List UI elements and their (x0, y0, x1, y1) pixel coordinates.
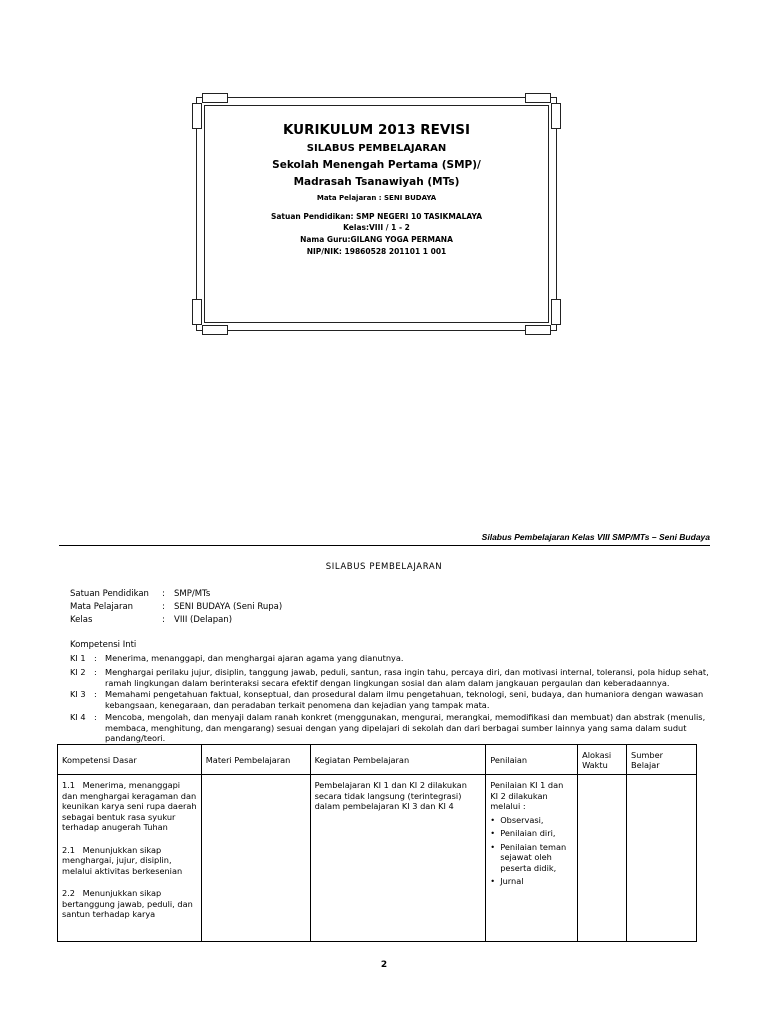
cover-mata-pelajaran: Mata Pelajaran : SENI BUDAYA (316, 194, 437, 202)
ki-text: Memahami pengetahuan faktual, konseptual, dan prosedural dalam ilmu pengetahuan, teknologi, seni, budaya, dan humaniora dengan wawasan kebangsaan, kenegaraan, dan peradaban terkait penomena dan kejadian yang tampak mata. (105, 689, 704, 710)
kompetensi-inti-heading: Kompetensi Inti (70, 640, 137, 650)
kd-text: Menunjukkan sikap bertanggung jawab, peduli, dan santun terhadap karya (62, 888, 193, 919)
identity-colon: : (162, 589, 165, 599)
col-header-sumber: Sumber Belajar (627, 745, 697, 775)
list-item: • Penilaian diri, (490, 828, 573, 839)
table-row (58, 775, 697, 942)
list-item: • Jurnal (490, 876, 573, 887)
list-item: • Penilaian teman sejawat oleh peserta didik, (490, 842, 573, 874)
ki-code: KI 1 (70, 653, 86, 663)
corner-ornament-top-left (202, 93, 228, 103)
ki-text: Mencoba, mengolah, dan menyaji dalam ranah konkret (menggunakan, mengurai, merangkai, memodifikasi dan membuat) dan abstrak (menulis, membaca, menghitung, dan mengarang) sesuai dengan yang dipelajari di sekolah dan dari berbagai sumber lainnya yang sama dalam sudut pandang/teori. (105, 712, 706, 743)
col-header-materi: Materi Pembelajaran (201, 745, 310, 775)
cover-info-nip: NIP/NIK: 19860528 201101 1 001 (306, 247, 447, 256)
corner-ornament-bottom-right-v (551, 299, 561, 325)
ki-text: Menghargai perilaku jujur, disiplin, tanggung jawab, peduli, santun, rasa ingin tahu, percaya diri, dan motivasi internal, toleransi, pola hidup sehat, ramah lingkungan dalam berinteraksi secara efektif dengan lingkungan sosial dan alam dalam jangkauan pergaulan dan keberadaannya. (105, 667, 709, 688)
ki-text: Menerima, menanggapi, dan menghargai ajaran agama yang dianutnya. (105, 653, 404, 663)
kd-text: Menunjukkan sikap menghargai, jujur, disiplin, melalui aktivitas berkesenian (62, 844, 183, 876)
corner-ornament-bottom-right (525, 325, 551, 335)
table-header-row (58, 745, 697, 775)
col-header-kegiatan: Kegiatan Pembelajaran (310, 745, 486, 775)
kd-text: Menerima, menanggapi dan menghargai keragaman dan keunikan karya seni rupa daerah sebagai bentuk rasa syukur terhadap anugerah Tuhan (62, 780, 197, 832)
corner-ornament-bottom-left (202, 325, 228, 335)
identity-colon: : (162, 615, 165, 625)
cell-kompetensi-dasar (58, 775, 202, 942)
cover-subtitle-2: Sekolah Menengah Pertama (SMP)/ (272, 159, 481, 171)
cell-alokasi (578, 775, 627, 942)
cell-sumber (627, 775, 697, 942)
identity-label: Mata Pelajaran (70, 602, 134, 612)
identity-colon: : (162, 602, 165, 612)
ki-code: KI 2 (70, 667, 86, 677)
col-header-kompetensi-dasar: Kompetensi Dasar (58, 745, 202, 775)
cell-penilaian (486, 775, 578, 942)
col-header-penilaian: Penilaian (486, 745, 578, 775)
running-header: Silabus Pembelajaran Kelas VIII SMP/MTs – Seni Budaya (481, 532, 710, 542)
ki-colon: : (94, 653, 97, 663)
cell-materi (201, 775, 310, 942)
cover-info-satuan: Satuan Pendidikan: SMP NEGERI 10 TASIKMALAYA (270, 212, 483, 221)
page-heading: SILABUS PEMBELAJARAN (325, 562, 443, 572)
corner-ornament-top-right (525, 93, 551, 103)
ki-code: KI 3 (70, 689, 86, 699)
identity-label: Satuan Pendidikan (70, 589, 149, 599)
kd-item (62, 780, 197, 833)
kd-item (62, 845, 197, 877)
corner-ornament-top-right-v (551, 103, 561, 129)
col-header-alokasi: Alokasi Waktu (578, 745, 627, 775)
cover-title: KURIKULUM 2013 REVISI (282, 122, 471, 138)
cell-kegiatan: Pembelajaran KI 1 dan KI 2 dilakukan secara tidak langsung (terintegrasi) dalam pembelajaran KI 3 dan KI 4 (310, 775, 486, 942)
cover-subtitle-1: SILABUS PEMBELAJARAN (306, 143, 447, 154)
kd-number: 2.1 (62, 844, 76, 855)
penilaian-list (490, 815, 573, 887)
ki-colon: : (94, 667, 97, 677)
ki-colon: : (94, 689, 97, 699)
list-item: • Observasi, (490, 815, 573, 826)
cover-subtitle-3: Madrasah Tsanawiyah (MTs) (293, 176, 460, 188)
kd-number: 2.2 (62, 888, 76, 898)
penilaian-intro: Penilaian KI 1 dan KI 2 dilakukan melalui : (490, 780, 564, 811)
page-number: 2 (380, 960, 388, 970)
kd-number: 1.1 (62, 780, 76, 790)
ki-code: KI 4 (70, 712, 86, 722)
identity-value: SMP/MTs (174, 589, 211, 599)
header-rule (59, 545, 710, 546)
cover-info-guru: Nama Guru:GILANG YOGA PERMANA (300, 235, 453, 244)
ki-colon: : (94, 712, 97, 722)
kd-item (62, 888, 197, 920)
identity-value: SENI BUDAYA (Seni Rupa) (174, 602, 283, 612)
corner-ornament-bottom-left-v (192, 299, 202, 325)
cover-info-kelas: Kelas:VIII / 1 - 2 (343, 223, 410, 232)
identity-label: Kelas (70, 615, 93, 625)
cover-frame (196, 97, 557, 331)
syllabus-table (57, 744, 697, 942)
corner-ornament-top-left-v (192, 103, 202, 129)
identity-value: VIII (Delapan) (174, 615, 233, 625)
